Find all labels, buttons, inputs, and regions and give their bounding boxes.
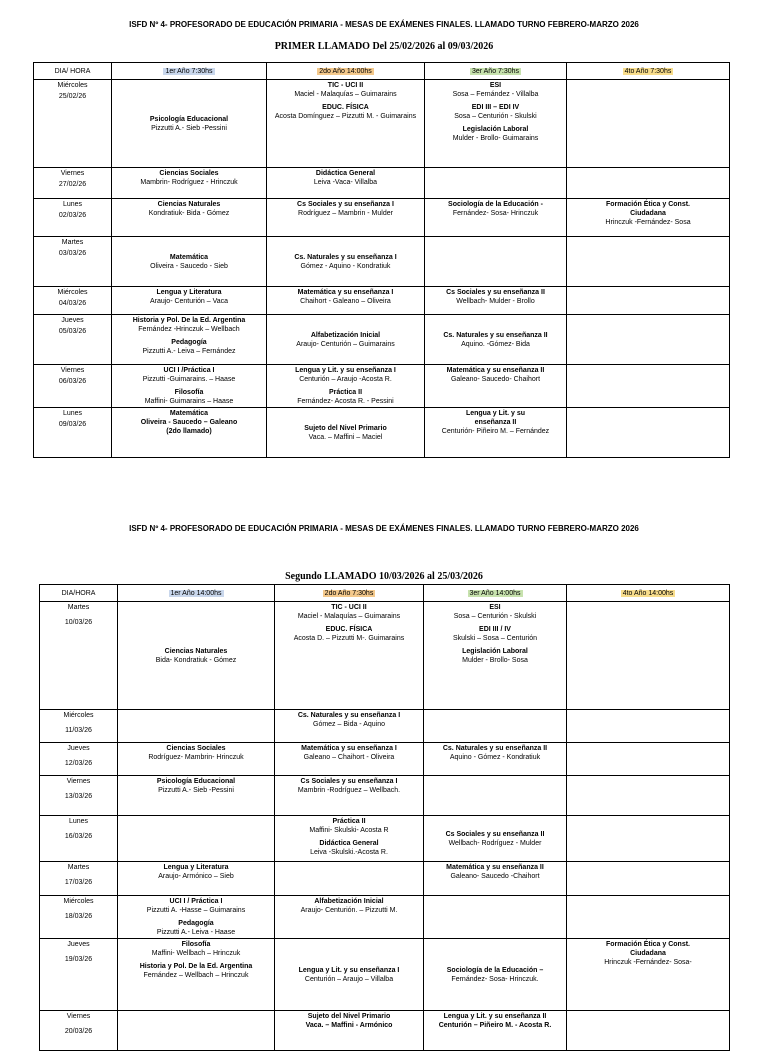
exam-cell-year-3 xyxy=(424,710,567,743)
subject-name: Sujeto del Nivel Primario xyxy=(304,424,387,432)
day-name: Viernes xyxy=(60,170,85,177)
exam-cell-year-4 xyxy=(567,710,730,743)
day-name: Viernes xyxy=(66,778,91,785)
examiners: Maffini- Skulski- Acosta R xyxy=(309,827,389,834)
exam-cell-year-1 xyxy=(118,1011,275,1051)
table-row xyxy=(40,1011,730,1051)
exam-cell-year-1 xyxy=(118,816,275,862)
day-date: 20/03/26 xyxy=(64,1028,93,1035)
subject-name: Sociología de la Educación - xyxy=(448,201,543,208)
subject-name: Lengua y Lit. y su enseñanza I xyxy=(295,367,396,374)
subject-name: Filosofía xyxy=(174,389,204,396)
exam-cell-year-4 xyxy=(567,408,730,458)
examiners: Skulski – Sosa – Centurión xyxy=(452,635,538,642)
exam-cell-year-3 xyxy=(425,80,567,168)
header-day: DIA/ HORA xyxy=(34,63,112,80)
exam-cell-year-4 xyxy=(567,816,730,862)
examiners: Acosta Domínguez – Pizzutti M. - Guimarains xyxy=(274,113,417,120)
subject-name: Formación Ética y Const. xyxy=(605,941,691,948)
exam-cell-year-1 xyxy=(118,602,275,710)
exam-cell-year-1 xyxy=(112,287,267,315)
exam-cell-year-4 xyxy=(567,776,730,816)
header-year-1: 1er Año 14:00hs xyxy=(118,585,275,602)
subject-name: EDUC. FÍSICA xyxy=(322,104,369,111)
exam-cell-year-2 xyxy=(267,408,425,458)
examiners: Mulder - Brollo- Guimarains xyxy=(452,135,539,142)
subject-name: Matemática y su enseñanza II xyxy=(446,367,545,374)
header-year-3: 3er Año 7:30hs xyxy=(425,63,567,80)
subject-name: (2do llamado) xyxy=(166,428,212,435)
day-date: 13/03/26 xyxy=(64,793,93,800)
examiners: Fernández -Hrinczuk – Wellbach xyxy=(138,326,240,333)
subject-name: Cs. Naturales y su enseñanza II xyxy=(442,745,548,752)
exam-cell-year-4 xyxy=(567,80,730,168)
subject-name: ESI xyxy=(489,82,502,89)
examiners: Hrinczuk -Fernández- Sosa- xyxy=(604,959,692,966)
examiners: Wellbach- Mulder - Brollo xyxy=(456,298,535,305)
exam-cell-year-1 xyxy=(118,710,275,743)
subject-name: Lengua y Literatura xyxy=(156,289,222,296)
exam-cell-year-3 xyxy=(424,776,567,816)
examiners: Hrinczuk -Fernández- Sosa xyxy=(605,219,691,226)
subject-name: Formación Ética y Const. xyxy=(605,201,691,208)
header-year-2: 2do Año 14:00hs xyxy=(267,63,425,80)
subject-name: Alfabetización Inicial xyxy=(314,898,384,905)
exam-cell-year-4 xyxy=(567,168,730,199)
exam-cell-year-3 xyxy=(425,199,567,237)
subject-name: Ciencias Naturales xyxy=(157,201,221,208)
examiners: Maciel - Malaquías – Guimarains xyxy=(297,613,401,620)
exam-cell-year-1 xyxy=(118,743,275,776)
day-date: 03/03/26 xyxy=(58,250,87,257)
subject-name: EDI III – EDI IV xyxy=(471,104,520,111)
subject-name: Sociología de la Educación – xyxy=(446,966,544,974)
exam-cell-year-3 xyxy=(424,939,567,1011)
subject-name: Matemática xyxy=(169,410,209,417)
exam-cell-year-1 xyxy=(112,365,267,408)
exam-cell-year-2 xyxy=(275,896,424,939)
subtitle-1: PRIMER LLAMADO Del 25/02/2026 al 09/03/2026 xyxy=(274,41,494,52)
subject-name: Lengua y Lit. y su enseñanza II xyxy=(443,1013,547,1020)
day-date: 19/03/26 xyxy=(64,956,93,963)
exam-cell-year-2 xyxy=(275,862,424,896)
subject-name: Ciudadana xyxy=(630,950,666,957)
day-name: Viernes xyxy=(66,1013,91,1020)
exam-cell-year-4 xyxy=(567,199,730,237)
day-date: 27/02/26 xyxy=(58,181,87,188)
header-year-4: 4to Año 7:30hs xyxy=(567,63,730,80)
subject-name: Matemática y su enseñanza I xyxy=(297,289,394,296)
table-row xyxy=(34,287,730,315)
subject-name: Matemática xyxy=(169,253,209,261)
table-row xyxy=(34,80,730,168)
exam-cell-year-3 xyxy=(424,602,567,710)
day-name: Miércoles xyxy=(57,82,88,89)
header-1: ISFD Nº 4- PROFESORADO DE EDUCACIÓN PRIMARIA - MESAS DE EXÁMENES FINALES. LLAMADO TURNO FEBRERO-MARZO 2026 xyxy=(129,20,639,29)
day-date: 06/03/26 xyxy=(58,378,87,385)
table-header-row xyxy=(40,585,730,602)
exam-cell-year-3 xyxy=(425,315,567,365)
examiners: Kondratiuk- Bida - Gómez xyxy=(148,210,230,217)
examiners: Fernández- Sosa- Hrinczuk. xyxy=(451,975,539,983)
exam-cell-year-2 xyxy=(275,1011,424,1051)
subject-name: UCI I /Práctica I xyxy=(163,367,215,374)
subject-name: Lengua y Lit. y su xyxy=(465,410,526,417)
day-name: Jueves xyxy=(67,941,90,948)
examiners: Araujo- Centurión. – Pizzutti M. xyxy=(300,907,398,914)
subject-name: Centurión – Piñeiro M. - Acosta R. xyxy=(438,1022,552,1029)
examiners: Centurión – Araujo -Acosta R. xyxy=(299,376,392,383)
examiners: Fernández- Sosa- Hrinczuk xyxy=(452,210,539,217)
day-date: 12/03/26 xyxy=(64,760,93,767)
examiners: Wellbach- Rodríguez - Mulder xyxy=(448,839,542,847)
examiners: Leiva -Vaca- Villalba xyxy=(313,179,378,186)
exam-cell-year-4 xyxy=(567,287,730,315)
subject-name: Cs. Naturales y su enseñanza I xyxy=(297,712,401,719)
exam-cell-year-3 xyxy=(424,816,567,862)
subject-name: Ciencias Sociales xyxy=(159,170,219,177)
subject-name: Psicología Educacional xyxy=(149,115,229,123)
exam-cell-year-1 xyxy=(112,237,267,287)
day-cell xyxy=(34,315,112,365)
subject-name: Cs Sociales y su enseñanza I xyxy=(297,201,394,208)
day-name: Miércoles xyxy=(57,289,88,296)
examiners: Gómez – Bida - Aquino xyxy=(313,721,385,728)
exam-cell-year-4 xyxy=(567,1011,730,1051)
day-date: 02/03/26 xyxy=(58,212,87,219)
exam-cell-year-1 xyxy=(112,80,267,168)
subject-name: Pedagogía xyxy=(171,339,207,346)
day-cell xyxy=(34,237,112,287)
examiners: Centurión – Araujo – Villalba xyxy=(304,975,394,983)
header-year-3: 3er Año 14:00hs xyxy=(424,585,567,602)
subject-name: Historia y Pol. De la Ed. Argentina xyxy=(139,963,253,970)
subject-name: Cs. Naturales y su enseñanza I xyxy=(294,253,397,261)
exam-cell-year-1 xyxy=(118,939,275,1011)
day-cell xyxy=(34,365,112,408)
exam-cell-year-2 xyxy=(267,199,425,237)
subject-name: Didáctica General xyxy=(315,170,376,177)
subject-name: Matemática y su enseñanza I xyxy=(301,745,397,752)
table-row xyxy=(40,602,730,710)
exam-cell-year-3 xyxy=(424,862,567,896)
exam-cell-year-2 xyxy=(267,237,425,287)
subject-name: enseñanza II xyxy=(474,419,517,426)
exam-cell-year-2 xyxy=(275,602,424,710)
examiners: Pizzutti A.- Sieb -Pessini xyxy=(151,124,227,132)
table-row xyxy=(40,710,730,743)
examiners: Pizzutti A. -Hasse – Guimarains xyxy=(146,907,246,914)
day-name: Martes xyxy=(61,239,84,246)
subject-name: Historia y Pol. De la Ed. Argentina xyxy=(132,317,246,324)
examiners: Pizzutti -Guimarains. – Haase xyxy=(142,376,236,383)
exam-cell-year-1 xyxy=(118,896,275,939)
header-2: ISFD Nº 4- PROFESORADO DE EDUCACIÓN PRIMARIA - MESAS DE EXÁMENES FINALES. LLAMADO TURNO FEBRERO-MARZO 2026 xyxy=(129,524,639,533)
day-name: Miércoles xyxy=(63,712,94,719)
schedule-table-2 xyxy=(39,584,730,1051)
examiners: Sosa – Centurión - Skulski xyxy=(454,113,537,120)
examiners: Leiva -Skulski.-Acosta R. xyxy=(310,849,388,856)
exam-cell-year-4 xyxy=(567,365,730,408)
exam-cell-year-2 xyxy=(275,743,424,776)
day-cell xyxy=(40,1011,118,1051)
day-date: 04/03/26 xyxy=(58,300,87,307)
examiners: Pizzutti A.- Leiva – Fernández xyxy=(142,348,236,355)
day-date: 25/02/26 xyxy=(58,93,87,100)
subject-name: EDI III / IV xyxy=(479,626,511,633)
day-cell xyxy=(40,776,118,816)
day-date: 16/03/26 xyxy=(64,833,93,840)
subject-name: Pedagogía xyxy=(178,920,214,927)
day-name: Martes xyxy=(67,864,90,871)
day-name: Lunes xyxy=(62,201,83,208)
day-date: 05/03/26 xyxy=(58,328,87,335)
header-day: DIA/HORA xyxy=(40,585,118,602)
table-row xyxy=(34,365,730,408)
day-name: Lunes xyxy=(68,818,89,825)
subject-name: Lengua y Literatura xyxy=(163,864,229,871)
examiners: Araujo- Centurión – Guimarains xyxy=(296,340,395,348)
subtitle-2: Segundo LLAMADO 10/03/2026 al 25/03/2026 xyxy=(285,571,483,582)
day-date: 18/03/26 xyxy=(64,913,93,920)
day-cell xyxy=(34,168,112,199)
subject-name: Cs Sociales y su enseñanza II xyxy=(446,289,545,296)
exam-cell-year-4 xyxy=(567,862,730,896)
day-cell xyxy=(34,199,112,237)
day-cell xyxy=(40,743,118,776)
table-row xyxy=(40,862,730,896)
day-name: Miércoles xyxy=(63,898,94,905)
header-year-2: 2do Año 7:30hs xyxy=(275,585,424,602)
day-date: 17/03/26 xyxy=(64,879,93,886)
subject-name: Cs Sociales y su enseñanza II xyxy=(445,830,545,838)
exam-cell-year-2 xyxy=(267,365,425,408)
exam-cell-year-4 xyxy=(567,602,730,710)
subject-name: Legislación Laboral xyxy=(462,126,529,133)
subject-name: Filosofía xyxy=(181,941,211,948)
subject-name: Cs. Naturales y su enseñanza II xyxy=(443,331,548,339)
exam-cell-year-2 xyxy=(275,710,424,743)
day-date: 11/03/26 xyxy=(65,727,92,734)
table-row xyxy=(34,168,730,199)
day-date: 09/03/26 xyxy=(58,421,87,428)
day-cell xyxy=(40,896,118,939)
subject-name: TIC - UCI II xyxy=(331,604,367,611)
examiners: Maffini- Wellbach – Hrinczuk xyxy=(151,950,241,957)
table-row xyxy=(40,939,730,1011)
subject-name: UCI I / Práctica I xyxy=(169,898,223,905)
examiners: Oliveira - Saucedo - Sieb xyxy=(150,262,228,270)
exam-cell-year-1 xyxy=(112,199,267,237)
day-name: Viernes xyxy=(60,367,85,374)
exam-cell-year-1 xyxy=(118,862,275,896)
examiners: Rodríguez- Mambrin- Hrinczuk xyxy=(148,754,244,761)
exam-cell-year-4 xyxy=(567,896,730,939)
day-cell xyxy=(34,408,112,458)
day-cell xyxy=(34,80,112,168)
examiners: Araujo- Armónico – Sieb xyxy=(158,873,234,880)
subject-name: Práctica II xyxy=(328,389,363,396)
exam-cell-year-3 xyxy=(425,168,567,199)
subject-name: Alfabetización Inicial xyxy=(310,331,381,339)
day-cell xyxy=(40,939,118,1011)
exam-cell-year-2 xyxy=(267,315,425,365)
examiners: Galeano- Saucedo -Chaihort xyxy=(450,873,540,880)
examiners: Araujo- Centurión – Vaca xyxy=(149,298,229,305)
examiners: Aquino - Gómez - Kondratiuk xyxy=(449,754,541,761)
exam-cell-year-3 xyxy=(425,365,567,408)
exam-cell-year-4 xyxy=(567,315,730,365)
subject-name: Psicología Educacional xyxy=(156,778,236,785)
header-year-1: 1er Año 7:30hs xyxy=(112,63,267,80)
examiners: Pizzutti A.- Sieb -Pessini xyxy=(158,787,234,794)
examiners: Mulder - Brollo- Sosa xyxy=(462,657,528,664)
examiners: Acosta D. – Pizzutti M-. Guimarains xyxy=(293,635,405,642)
subject-name: EDUC. FÍSICA xyxy=(325,626,373,633)
examiners: Maffini- Guimarains – Haase xyxy=(144,398,234,405)
day-cell xyxy=(40,710,118,743)
exam-cell-year-4 xyxy=(567,237,730,287)
exam-cell-year-4 xyxy=(567,939,730,1011)
table-row xyxy=(40,816,730,862)
day-name: Lunes xyxy=(62,410,83,417)
exam-cell-year-3 xyxy=(424,896,567,939)
table-row xyxy=(34,237,730,287)
day-date: 10/03/26 xyxy=(64,619,93,626)
exam-cell-year-3 xyxy=(424,743,567,776)
examiners: Fernández- Acosta R. - Pessini xyxy=(297,398,394,405)
subject-name: Práctica II xyxy=(332,818,366,825)
schedule-table-1 xyxy=(33,62,730,458)
day-name: Jueves xyxy=(67,745,90,752)
exam-cell-year-3 xyxy=(425,287,567,315)
subject-name: Ciencias Sociales xyxy=(166,745,226,752)
examiners: Vaca. – Maffini – Maciel xyxy=(308,433,383,441)
examiners: Rodríguez – Mambrin - Mulder xyxy=(298,210,393,217)
subject-name: Legislación Laboral xyxy=(462,648,528,655)
day-name: Jueves xyxy=(61,317,84,324)
examiners: Sosa – Fernández - Villalba xyxy=(452,91,539,98)
table-row xyxy=(40,743,730,776)
exam-cell-year-2 xyxy=(267,80,425,168)
examiners: Centurión- Piñeiro M. – Fernández xyxy=(441,428,550,435)
day-cell xyxy=(40,816,118,862)
subject-name: Sujeto del Nivel Primario xyxy=(307,1013,391,1020)
exam-cell-year-3 xyxy=(424,1011,567,1051)
subject-name: Cs Sociales y su enseñanza I xyxy=(300,778,398,785)
examiners: Bida- Kondratiuk - Gómez xyxy=(155,656,237,664)
examiners: Mambrin -Rodríguez – Wellbach. xyxy=(297,787,401,794)
examiners: Gómez - Aquino - Kondratiuk xyxy=(300,262,391,270)
exam-cell-year-1 xyxy=(112,408,267,458)
exam-cell-year-3 xyxy=(425,408,567,458)
table-row xyxy=(34,199,730,237)
subject-name: TIC - UCI II xyxy=(327,82,364,89)
examiners: Pizzutti A.- Leiva - Haase xyxy=(156,929,236,936)
exam-cell-year-1 xyxy=(112,168,267,199)
subject-name: Didáctica General xyxy=(319,840,379,847)
examiners: Sosa – Centurión - Skulski xyxy=(453,613,537,620)
exam-cell-year-3 xyxy=(425,237,567,287)
examiners: Galeano – Chaihort - Oliveira xyxy=(303,754,395,761)
exam-cell-year-2 xyxy=(275,816,424,862)
table-row xyxy=(40,896,730,939)
day-cell xyxy=(34,287,112,315)
subject-name: Oliveira - Saucedo – Galeano xyxy=(140,419,238,426)
day-name: Martes xyxy=(67,604,90,611)
table-row xyxy=(34,315,730,365)
day-cell xyxy=(40,602,118,710)
examiners: Galeano- Saucedo- Chaihort xyxy=(450,376,541,383)
exam-cell-year-2 xyxy=(267,287,425,315)
examiners: Maciel - Malaquías – Guimarains xyxy=(294,91,397,98)
examiners: Aquino. -Gómez- Bida xyxy=(461,340,530,348)
subject-name: Matemática y su enseñanza II xyxy=(446,864,544,871)
day-cell xyxy=(40,862,118,896)
table-row xyxy=(40,776,730,816)
subject-name: ESI xyxy=(489,604,501,611)
table-row xyxy=(34,408,730,458)
examiners: Mambrin- Rodríguez - Hrinczuk xyxy=(140,179,238,186)
exam-cell-year-2 xyxy=(267,168,425,199)
exam-cell-year-1 xyxy=(112,315,267,365)
exam-cell-year-4 xyxy=(567,743,730,776)
exam-cell-year-1 xyxy=(118,776,275,816)
header-year-4: 4to Año 14:00hs xyxy=(567,585,730,602)
examiners: Fernández – Wellbach – Hrinczuk xyxy=(143,972,249,979)
exam-cell-year-2 xyxy=(275,939,424,1011)
subject-name: Ciencias Naturales xyxy=(164,647,228,655)
subject-name: Lengua y Lit. y su enseñanza I xyxy=(298,966,400,974)
subject-name: Vaca. – Maffini - Armónico xyxy=(305,1022,393,1029)
subject-name: Ciudadana xyxy=(630,210,666,217)
examiners: Chaihort - Galeano – Oliveira xyxy=(300,298,391,305)
exam-cell-year-2 xyxy=(275,776,424,816)
table-header-row xyxy=(34,63,730,80)
